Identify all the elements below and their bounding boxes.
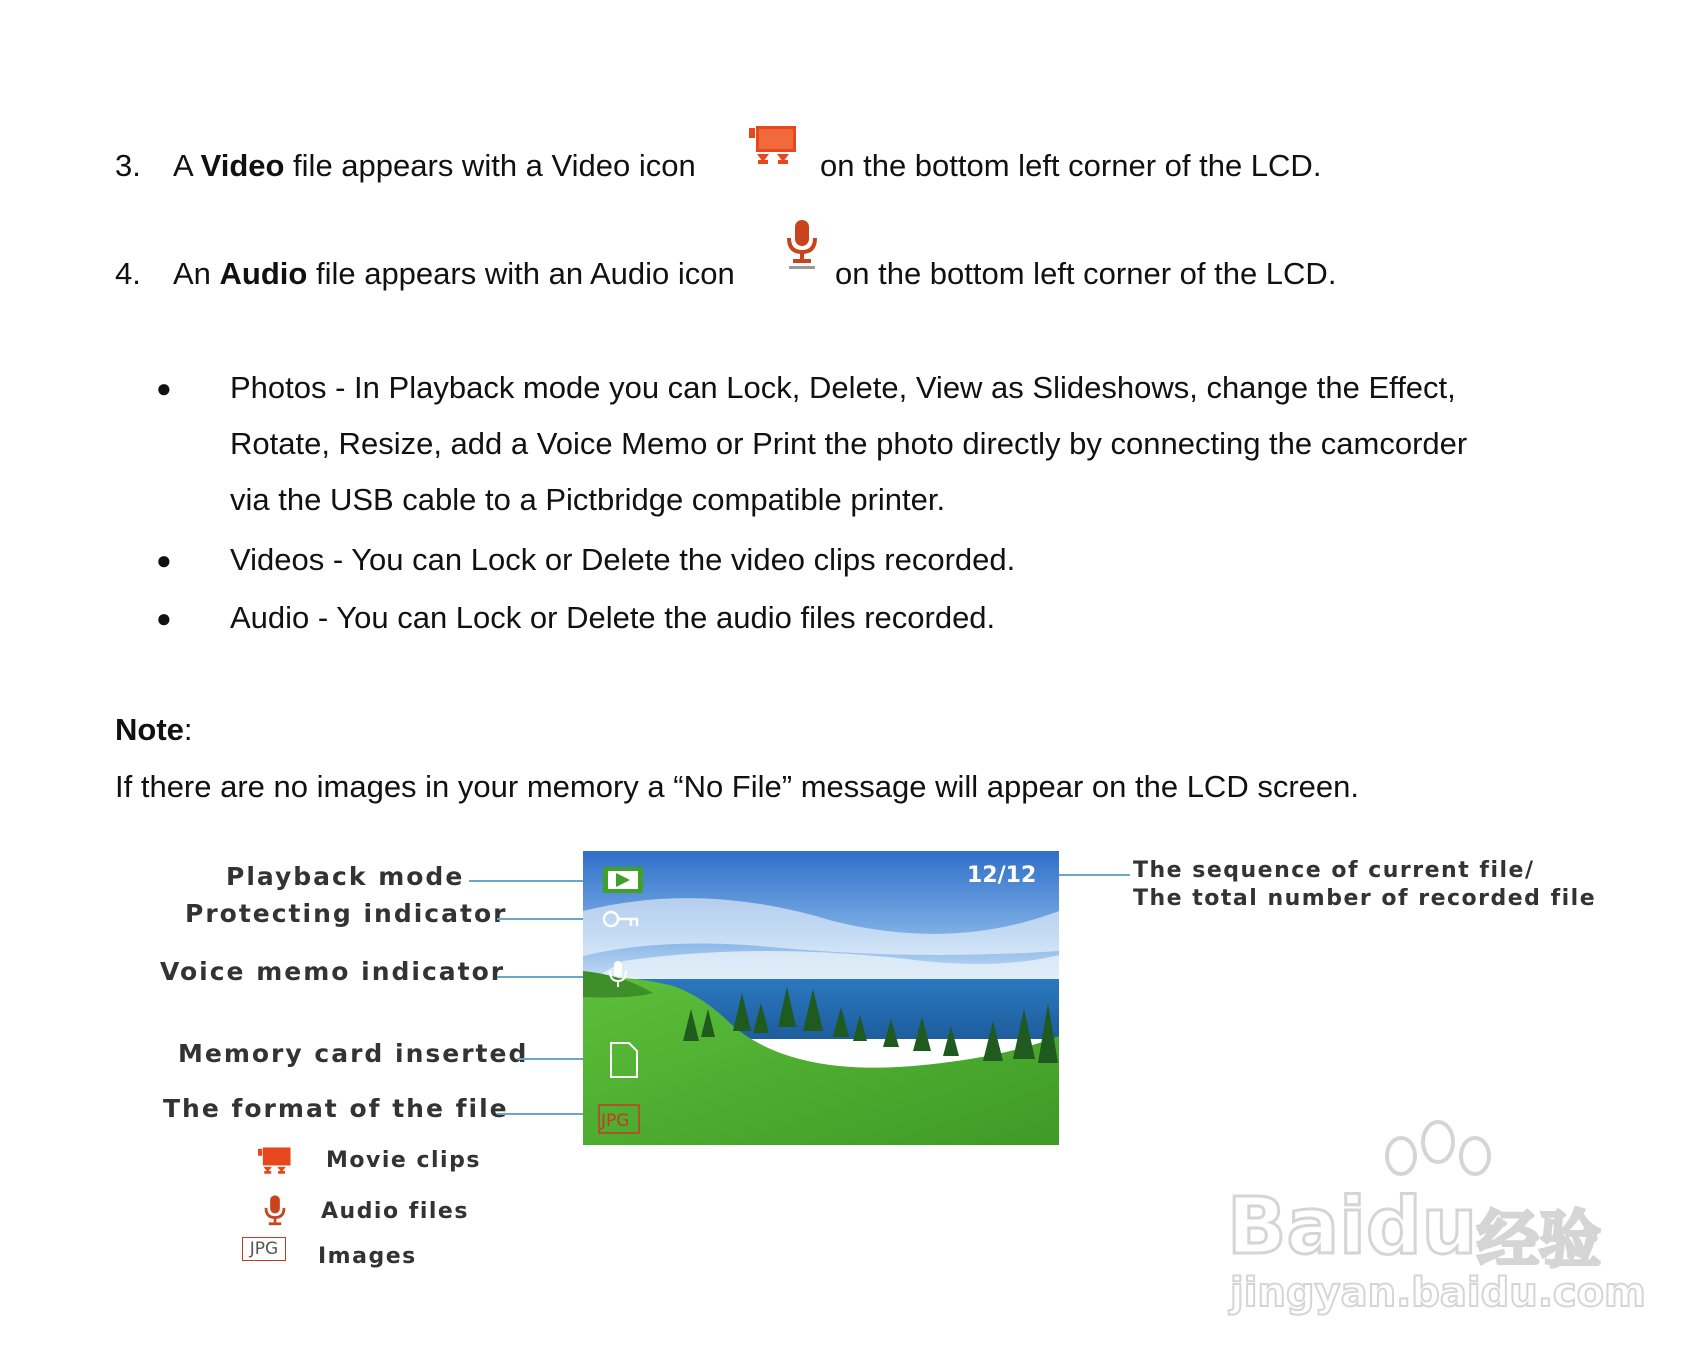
video-icon (749, 124, 801, 170)
step-3-text (173, 148, 696, 184)
label-voice-memo-indicator: Voice memo indicator (160, 957, 506, 986)
bullet-dot: ● (156, 603, 172, 633)
note-colon: : (183, 712, 193, 747)
bullet-photos-line-1: Photos - In Playback mode you can Lock, Delete, View as Slideshows, change the Effect, (230, 370, 1456, 405)
watermark-brand (1227, 1182, 1477, 1272)
bullet-dot: ● (156, 545, 172, 575)
jpg-tag-icon (242, 1237, 286, 1261)
step-4-text (173, 256, 735, 292)
label-file-format: The format of the file (163, 1094, 509, 1123)
format-tag-label: JPG (601, 1111, 630, 1131)
watermark-du: du (1365, 1182, 1478, 1272)
jpg-tag-text: JPG (249, 1239, 279, 1259)
step-text-prefix: A (173, 148, 201, 183)
bullet-audio: Audio - You can Lock or Delete the audio files recorded. (230, 600, 996, 635)
label-total-recorded-files: The total number of recorded file (1133, 886, 1597, 911)
legend-images: Images (318, 1244, 417, 1269)
bullet-videos: Videos - You can Lock or Delete the video clips recorded. (230, 542, 1016, 577)
note-text: If there are no images in your memory a “No File” message will appear on the LCD screen. (115, 769, 1359, 804)
playback-mode-icon (603, 867, 643, 893)
watermark-bai: Bai (1227, 1182, 1366, 1272)
legend-audio-files: Audio files (321, 1199, 469, 1224)
bullet-dot: ● (156, 373, 172, 403)
label-protecting-indicator: Protecting indicator (185, 899, 508, 928)
lcd-screen (583, 851, 1059, 1145)
step-keyword: Audio (219, 256, 308, 291)
watermark (1225, 1120, 1646, 1320)
microphone-icon (262, 1194, 288, 1230)
step-number: 3. (115, 148, 141, 183)
label-memory-card-inserted: Memory card inserted (178, 1039, 529, 1068)
note-heading (115, 712, 193, 748)
label-sequence-current-file: The sequence of current file/ (1133, 858, 1535, 883)
step-text-middle: file appears with an Audio icon (307, 256, 735, 291)
note-label: Note (115, 712, 184, 747)
watermark-cn: 经验 (1477, 1203, 1602, 1276)
step-3-suffix: on the bottom left corner of the LCD. (820, 148, 1322, 183)
bullet-photos-line-3: via the USB cable to a Pictbridge compatible printer. (230, 482, 946, 517)
watermark-url: jingyan.baidu.com (1230, 1270, 1646, 1316)
step-text-middle: file appears with a Video icon (284, 148, 696, 183)
microphone-icon (784, 218, 820, 270)
file-counter: 12/12 (967, 863, 1037, 888)
legend-movie-clips: Movie clips (326, 1148, 481, 1173)
step-keyword: Video (200, 148, 285, 183)
video-icon (258, 1146, 294, 1178)
leader-line (497, 1113, 592, 1115)
step-text-prefix: An (173, 256, 220, 291)
landscape-image (583, 851, 1059, 1145)
step-4-suffix: on the bottom left corner of the LCD. (835, 256, 1337, 291)
step-number: 4. (115, 256, 141, 291)
label-playback-mode: Playback mode (226, 862, 465, 891)
bullet-photos-line-2: Rotate, Resize, add a Voice Memo or Print the photo directly by connecting the camcorder (230, 426, 1468, 461)
